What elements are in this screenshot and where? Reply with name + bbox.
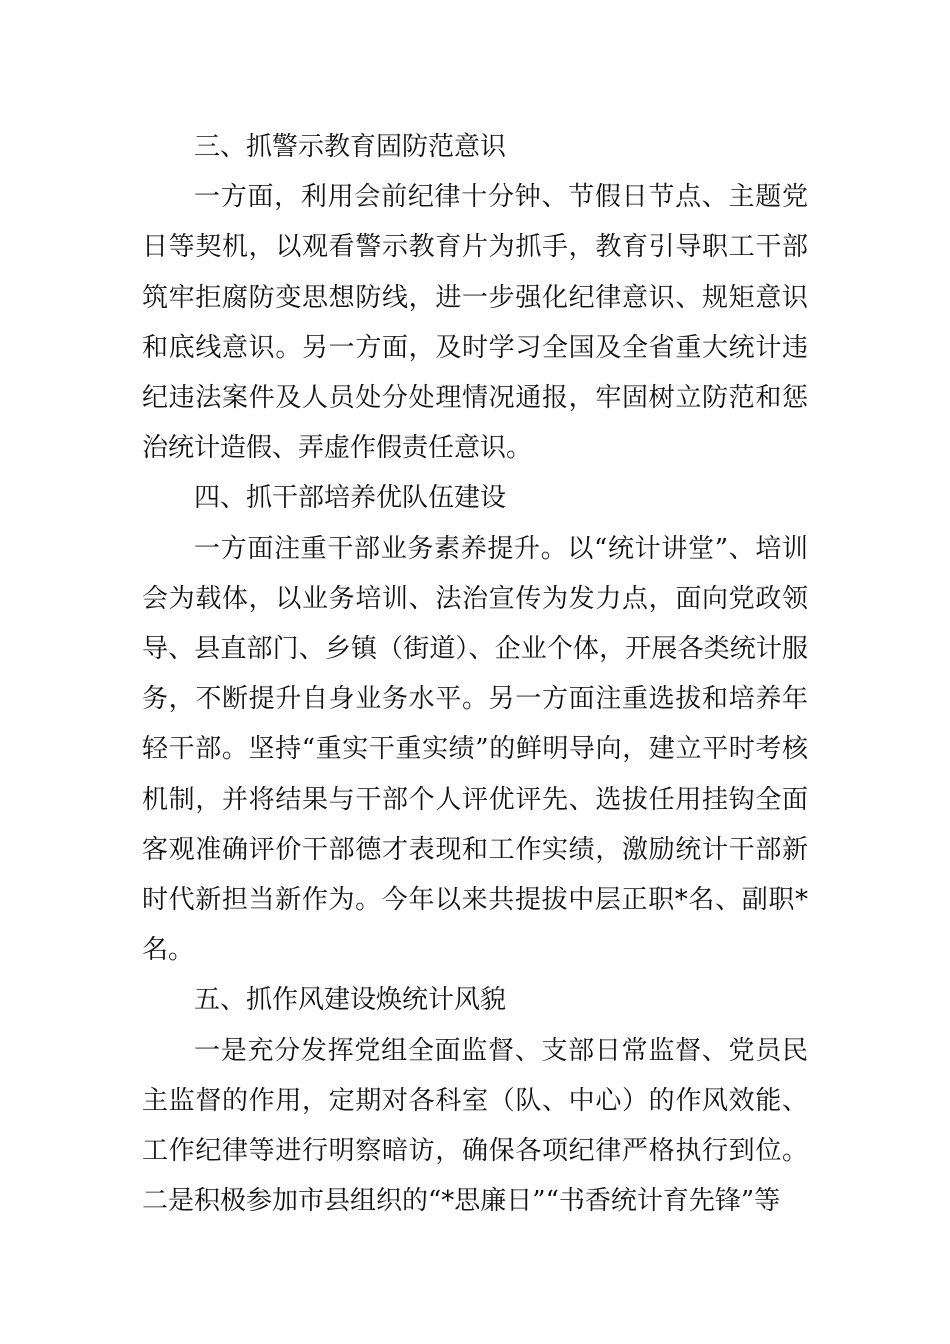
section-heading-3: 三、抓警示教育固防范意识 [194,132,507,162]
document-body [142,122,808,1226]
section-paragraph-3-1: 一方面，利用会前纪律十分钟、节假日节点、主题党日等契机，以观看警示教育片为抓手，教育引导职工干部筑牢拒腐防变思想防线，进一步强化纪律意识、规矩意识和底线意识。另一方面，及时学习全国及全省重大统计违纪违法案件及人员处分处理情况通报，牢固树立防范和惩治统计造假、弄虚作假责任意识。 [142,182,808,464]
section-heading-5: 五、抓作风建设焕统计风貌 [194,985,507,1016]
section-paragraph-5-1: 一是充分发挥党组全面监督、支部日常监督、党员民主监督的作用，定期对各科室（队、中心）的作风效能、工作纪律等进行明察暗访，确保各项纪律严格执行到位。二是积极参加市县组织的“*思廉日”“书香统计育先锋”等 [142,1035,808,1217]
section-heading-4: 四、抓干部培养优队伍建设 [194,483,507,514]
section-paragraph-4-1: 一方面注重干部业务素养提升。以“统计讲堂”、培训会为载体，以业务培训、法治宣传为发力点，面向党政领导、县直部门、乡镇（街道）、企业个体，开展各类统计服务，不断提升自身业务水平。另一方面注重选拔和培养年轻干部。坚持“重实干重实绩”的鲜明导向，建立平时考核机制，并将结果与干部个人评优评先、选拔任用挂钩全面客观准确评价干部德才表现和工作实绩，激励统计干部新时代新担当新作为。今年以来共提拔中层正职*名、副职*名。 [142,533,808,966]
